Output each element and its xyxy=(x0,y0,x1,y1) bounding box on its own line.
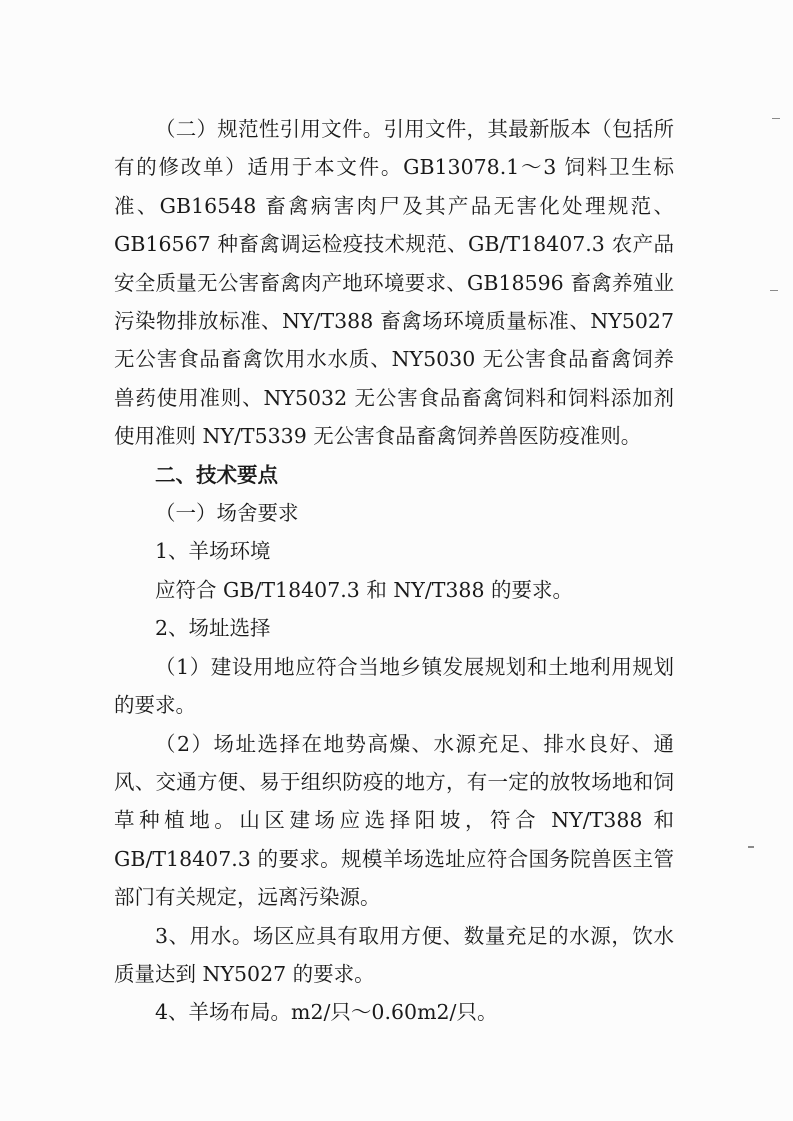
paragraph-normative-references: （二）规范性引用文件。引用文件，其最新版本（包括所有的修改单）适用于本文件。GB13078.1～3 饲料卫生标准、GB16548 畜禽病害肉尸及其产品无害化处理规范、GB16567 种畜禽调运检疫技术规范、GB/T18407.3 农产品安全质量无公害畜禽肉产地环境要求、GB18596 畜禽养殖业污染物排放标准、NY/T388 畜禽场环境质量标准、NY5027 无公害食品畜禽饮用水水质、NY5030 无公害食品畜禽饲养兽药使用准则、NY5032 无公害食品畜禽饲料和饲料添加剂使用准则 NY/T5339 无公害食品畜禽饲养兽医防疫准则。 xyxy=(114,117,674,449)
document-body xyxy=(114,110,674,1032)
paragraph-site-conditions: （2）场址选择在地势高燥、水源充足、排水良好、通风、交通方便、易于组织防疫的地方，有一定的放牧场地和饲草种植地。山区建场应选择阳坡，符合 NY/T388 和 GB/T18407.3 的要求。规模羊场选址应符合国务院兽医主管部门有关规定，远离污染源。 xyxy=(114,731,674,910)
paragraph-farm-layout: 4、羊场布局。m2/只～0.60m2/只。 xyxy=(155,1000,498,1025)
item-farm-environment: 1、羊场环境 xyxy=(155,539,271,564)
paragraph-water-use: 3、用水。场区应具有取用方便、数量充足的水源，饮水质量达到 NY5027 的要求。 xyxy=(114,923,674,986)
section-heading-technical-points: 二、技术要点 xyxy=(155,462,278,487)
paragraph-site-land-use: （1）建设用地应符合当地乡镇发展规划和土地利用规划的要求。 xyxy=(114,654,674,718)
item-site-selection: 2、场址选择 xyxy=(155,616,271,641)
scan-mark xyxy=(772,118,780,119)
subheading-premises-requirements: （一）场舍要求 xyxy=(155,501,299,526)
paragraph-environment-standard: 应符合 GB/T18407.3 和 NY/T388 的要求。 xyxy=(155,577,574,602)
scan-mark xyxy=(748,846,754,848)
scan-mark xyxy=(770,290,778,291)
